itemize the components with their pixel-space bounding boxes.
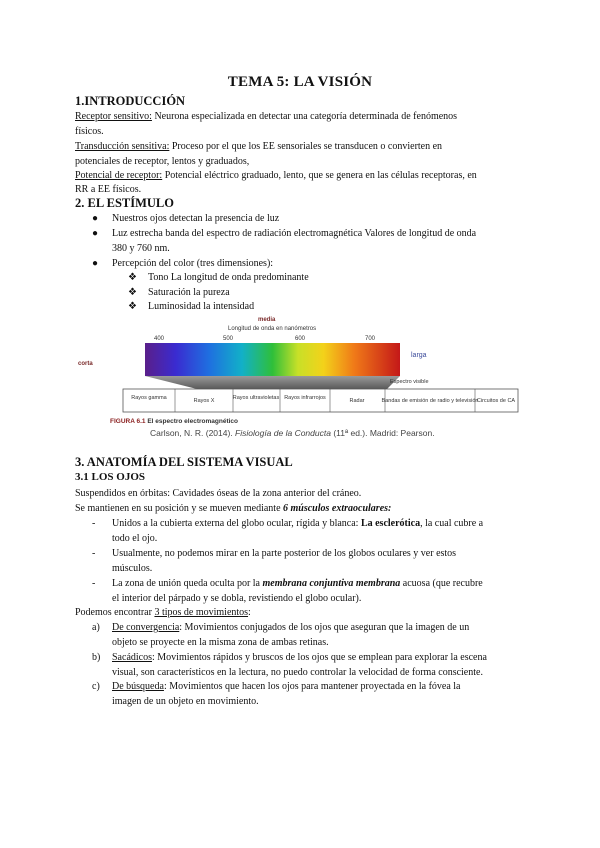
section-heading-estimulo: 2. EL ESTÍMULO <box>75 196 174 210</box>
list-item-text: Nuestros ojos detectan la presencia de luz <box>112 213 280 224</box>
label-media: media <box>258 317 276 323</box>
receptor-text-cont: físicos. <box>75 126 104 137</box>
list-item-cont: músculos. <box>112 563 153 574</box>
dash-bullet-icon: - <box>92 548 96 559</box>
receptor-text: Neurona especializada en detectar una categoría determinada de fenómenos <box>151 111 458 122</box>
list-item-text: La zona de unión queda oculta por la membrana conjuntiva membrana acuosa (que recubre <box>112 578 483 589</box>
axis-title: Longitud de onda en nanómetros <box>228 326 317 332</box>
list-item-cont: todo el ojo. <box>112 533 158 544</box>
list-item-text: Luz estrecha banda del espectro de radiación electromagnética Valores de longitud de onda <box>112 228 477 239</box>
spectrum-figure <box>75 312 525 442</box>
emphasis: 6 músculos extraoculares: <box>283 503 392 514</box>
list-item-text: Saturación la pureza <box>148 287 230 298</box>
band-radio: Bandas de emisión de radio y televisión <box>381 398 479 404</box>
spectrum-fan <box>145 376 400 389</box>
tick-700: 700 <box>365 336 376 342</box>
list-item-text: Percepción del color (tres dimensiones): <box>112 258 274 269</box>
list-item-cont: imagen de un objeto en movimiento. <box>112 696 259 707</box>
diamond-bullet-icon: ❖ <box>128 287 137 298</box>
tick-500: 500 <box>223 336 234 342</box>
tick-600: 600 <box>295 336 306 342</box>
visible-label: Espectro visible <box>390 379 429 385</box>
diamond-bullet-icon: ❖ <box>128 301 137 312</box>
dash-bullet-icon: - <box>92 518 96 529</box>
transduccion-text: Proceso por el que los EE sensoriales se transducen o convierten en <box>169 141 443 152</box>
band-ca: Circuitos de CA <box>476 398 516 404</box>
dash-bullet-icon: - <box>92 578 96 589</box>
receptor-term: Receptor sensitivo: <box>75 111 152 122</box>
bullet-dot-icon: ● <box>92 228 99 239</box>
transduccion-definition <box>75 139 525 154</box>
potencial-definition <box>75 168 525 183</box>
potencial-term: Potencial de receptor: <box>75 170 163 181</box>
band-gamma: Rayos gamma <box>131 395 167 401</box>
potencial-text-cont: RR a EE físicos. <box>75 184 142 195</box>
band-x: Rayos X <box>193 398 215 404</box>
section-heading-anatomia: 3. ANATOMÍA DEL SISTEMA VISUAL <box>75 455 293 469</box>
list-item-cont: visual, son característicos en la lectura, no puedo controlar la velocidad de forma consciente. <box>112 667 483 678</box>
list-item-cont: objeto se proyecte en la misma zona de ambas retinas. <box>112 637 329 648</box>
list-item-text: De búsqueda: Movimientos que hacen los ojos para mantener proyectada en la fóvea la <box>112 681 461 692</box>
list-item-cont: el interior del párpado y se dobla, revistiendo el globo ocular). <box>112 593 362 604</box>
page-title: TEMA 5: LA VISIÓN <box>227 74 373 90</box>
transduccion-term: Transducción sensitiva: <box>75 141 170 152</box>
potencial-text: Potencial eléctrico graduado, lento, que se genera en las células receptoras, en <box>162 170 477 181</box>
paragraph-movimientos: Podemos encontrar 3 tipos de movimientos: <box>75 607 251 618</box>
visible-spectrum-bar <box>145 343 400 376</box>
section-heading-introduccion: 1.INTRODUCCIÓN <box>75 94 186 108</box>
figure-citation: Carlson, N. R. (2014). Fisiología de la Conducta (11ª ed.). Madrid: Pearson. <box>150 428 435 438</box>
list-item-text: Tono La longitud de onda predominante <box>148 272 309 283</box>
tick-400: 400 <box>154 336 165 342</box>
receptor-definition <box>75 109 525 124</box>
list-item-text: Usualmente, no podemos mirar en la parte posterior de los globos oculares y ver estos <box>112 548 457 559</box>
list-item-cont: 380 y 760 nm. <box>112 243 170 254</box>
label-larga: larga <box>411 352 427 359</box>
band-uv: Rayos ultravioletas <box>232 395 280 401</box>
list-marker: c) <box>92 681 100 692</box>
subsection-heading-ojos: 3.1 LOS OJOS <box>75 471 145 483</box>
list-marker: b) <box>92 652 101 663</box>
list-marker: a) <box>92 622 100 633</box>
paragraph-musculos <box>75 501 525 516</box>
bullet-dot-icon: ● <box>92 213 99 224</box>
band-radar: Radar <box>349 398 365 404</box>
transduccion-text-cont: potenciales de receptor, lentos y graduados, <box>75 156 250 167</box>
figure-caption: FIGURA 6.1 El espectro electromagnético <box>110 418 238 425</box>
label-corta: corta <box>78 361 93 367</box>
band-ir: Rayos infrarrojos <box>284 395 326 401</box>
list-item-text: Luminosidad la intensidad <box>148 301 255 312</box>
diamond-bullet-icon: ❖ <box>128 272 137 283</box>
list-item-text: De convergencia: Movimientos conjugados de los ojos que aseguran que la imagen de un <box>112 622 470 633</box>
list-item-text: Sacádicos: Movimientos rápidos y bruscos de los ojos que se emplean para explorar la escena <box>112 652 487 663</box>
list-item-text: Unidos a la cubierta externa del globo ocular, rígida y blanca: La esclerótica, la cual cubre a <box>112 518 484 529</box>
text: Se mantienen en su posición y se mueven mediante <box>75 503 284 514</box>
paragraph-orbitas: Suspendidos en órbitas: Cavidades óseas de la zona anterior del cráneo. <box>75 488 362 499</box>
bullet-dot-icon: ● <box>92 258 99 269</box>
